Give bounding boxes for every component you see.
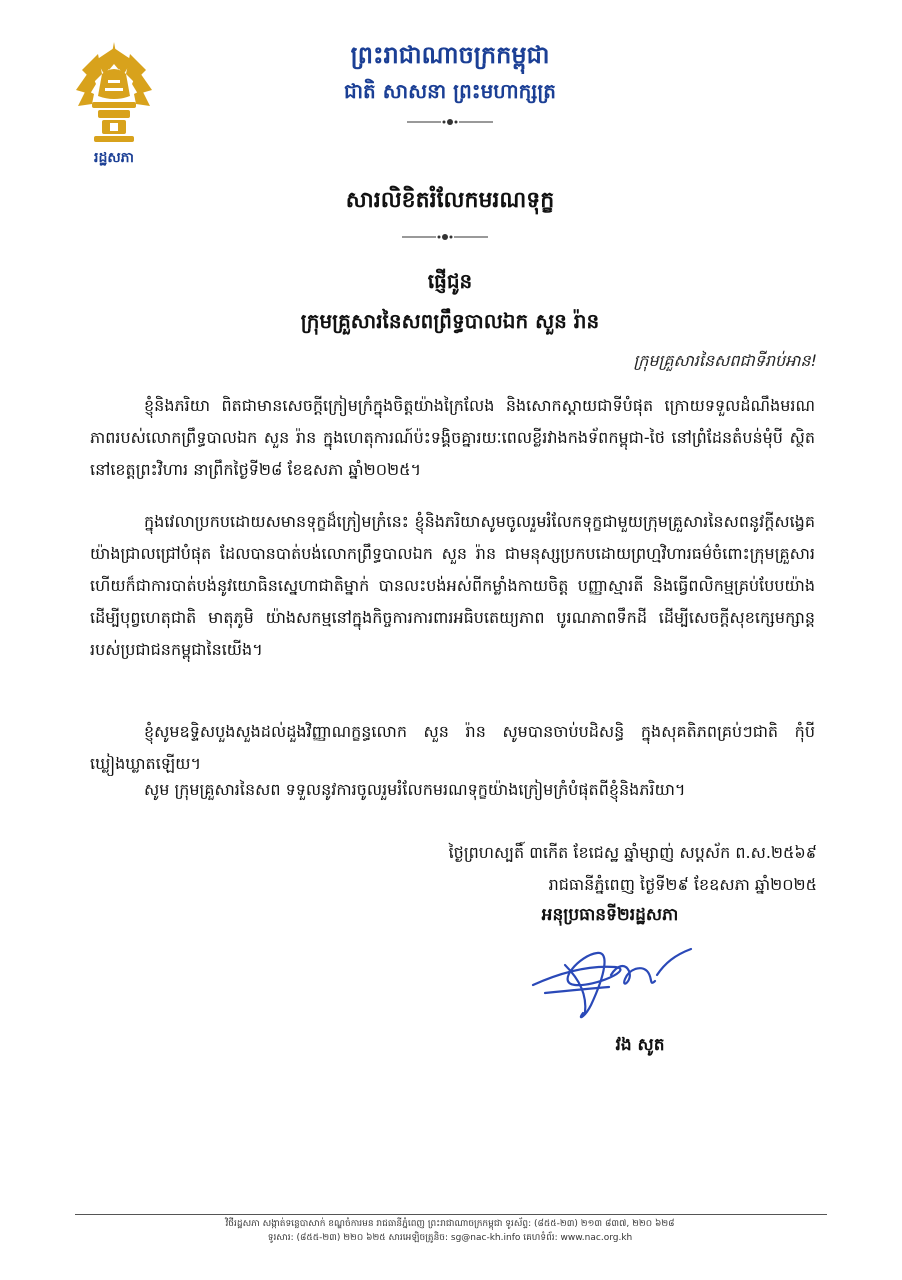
body-paragraph-4 — [90, 774, 815, 806]
signature-icon — [525, 935, 705, 1025]
motto-heading: ជាតិ សាសនា ព្រះមហាក្សត្រ — [344, 79, 556, 103]
signer-title: អនុប្រធានទី២រដ្ឋសភា — [541, 905, 679, 925]
recipient-line-2: ក្រុមគ្រួសារនៃសពព្រឹទ្ធបាលឯក សួន រ៉ាន — [300, 309, 600, 333]
footer-address: វិថីរដ្ឋសភា សង្កាត់ទន្លេបាសាក់ ខណ្ឌចំការមន រាជធានីភ្នំពេញ ព្រះរាជាណាចក្រកម្ពុជា ទូរស័ព្ទ: (៨៥៥-២៣) ២១៣ ៨៣៧, ២២០ ៦២៨ — [225, 1219, 675, 1229]
institution-label: រដ្ឋសភា — [94, 150, 134, 166]
paragraph-3-text: ខ្ញុំសូមឧទ្ទិសបួងសួងដល់ដួងវិញ្ញាណក្ខន្ធលោក សួន រ៉ាន សូមបានចាប់បដិសន្ធិ ក្នុងសុគតិភពគ្រប់ៗជាតិ កុំបីឃ្លៀងឃ្លាតឡើយ។ — [90, 722, 815, 773]
body-paragraph-2 — [90, 506, 815, 666]
solar-date: រាជធានីភ្នំពេញ ថ្ងៃទី២៩ ខែឧសភា ឆ្នាំ២០២៥ — [548, 875, 817, 894]
footer-contact: ទូរសារ: (៨៥៥-២៣) ២២០ ៦២៥ សារអេឡិចត្រូនិច: sg@nac-kh.info គេហទំព័រ: www.nac.org.kh — [267, 1233, 633, 1243]
ornament-divider-icon — [405, 116, 495, 128]
body-paragraph-3 — [90, 716, 815, 780]
recipient-line-1: ផ្ញើជូន — [427, 269, 473, 293]
kingdom-heading: ព្រះរាជាណាចក្រកម្ពុជា — [350, 41, 550, 69]
body-paragraph-1 — [90, 390, 815, 486]
paragraph-4-text: សូម ក្រុមគ្រួសារនៃសព ទទួលនូវការចូលរួមរំលែកមរណទុក្ខយ៉ាងក្រៀមក្រំបំផុតពីខ្ញុំនិងភរិយា។ — [144, 780, 686, 799]
title-ornament-icon — [400, 231, 490, 243]
paragraph-1-text: ខ្ញុំនិងភរិយា ពិតជាមានសេចក្តីក្រៀមក្រំក្នុងចិត្តយ៉ាងក្រៃលែង និងសោកស្តាយជាទីបំផុត ក្រោយទទួលដំណឹងមរណភាពរបស់លោកព្រឹទ្ធបាលឯក សួន រ៉ាន ក្នុងហេតុការណ៍ប៉ះទង្គិចគ្នារយៈពេលខ្លីរវាងកងទ័ពកម្ពុជា-ថៃ នៅព្រំដែនតំបន់មុំបី ស្ថិតនៅខេត្តព្រះវិហារ នាព្រឹកថ្ងៃទី២៨ ខែឧសភា ឆ្នាំ២០២៥។ — [90, 396, 815, 479]
letter-title: សារលិខិតរំលែកមរណទុក្ខ — [345, 188, 555, 213]
signer-name: វង សូត — [615, 1035, 665, 1055]
lunar-date: ថ្ងៃព្រហស្បតិ៍ ៣កើត ខែជេស្ឋ ឆ្នាំម្សាញ់ សប្តស័ក ព.ស.២៥៦៩ — [448, 843, 817, 862]
footer-divider — [75, 1214, 827, 1215]
paragraph-2-text: ក្នុងវេលាប្រកបដោយសមានទុក្ខដ៏ក្រៀមក្រំនេះ ខ្ញុំនិងភរិយាសូមចូលរួមរំលែកទុក្ខជាមួយក្រុមគ្រួសារនៃសពនូវក្តីសង្វេគយ៉ាងជ្រាលជ្រៅបំផុត ដែលបានបាត់បង់លោកព្រឹទ្ធបាលឯក សួន រ៉ាន ជាមនុស្សប្រកបដោយព្រហ្មវិហារធម៌ចំពោះក្រុមគ្រួសារ ហើយក៏ជាការបាត់បង់នូវយោធិនស្នេហាជាតិម្នាក់ បានលះបង់អស់ពីកម្លាំងកាយចិត្ត បញ្ញាស្មារតី និងធ្វើពលិកម្មគ្រប់បែបយ៉ាងដើម្បីបុព្វហេតុជាតិ មាតុភូមិ យ៉ាងសកម្មនៅក្នុងកិច្ចការការពារអធិបតេយ្យភាព បូរណភាពទឹកដី ដើម្បីសេចក្តីសុខក្សេមក្សាន្តរបស់ប្រជាជនកម្ពុជានៃយើង។ — [90, 512, 815, 659]
salutation: ក្រុមគ្រួសារនៃសពជាទីរាប់អាន! — [633, 351, 817, 370]
